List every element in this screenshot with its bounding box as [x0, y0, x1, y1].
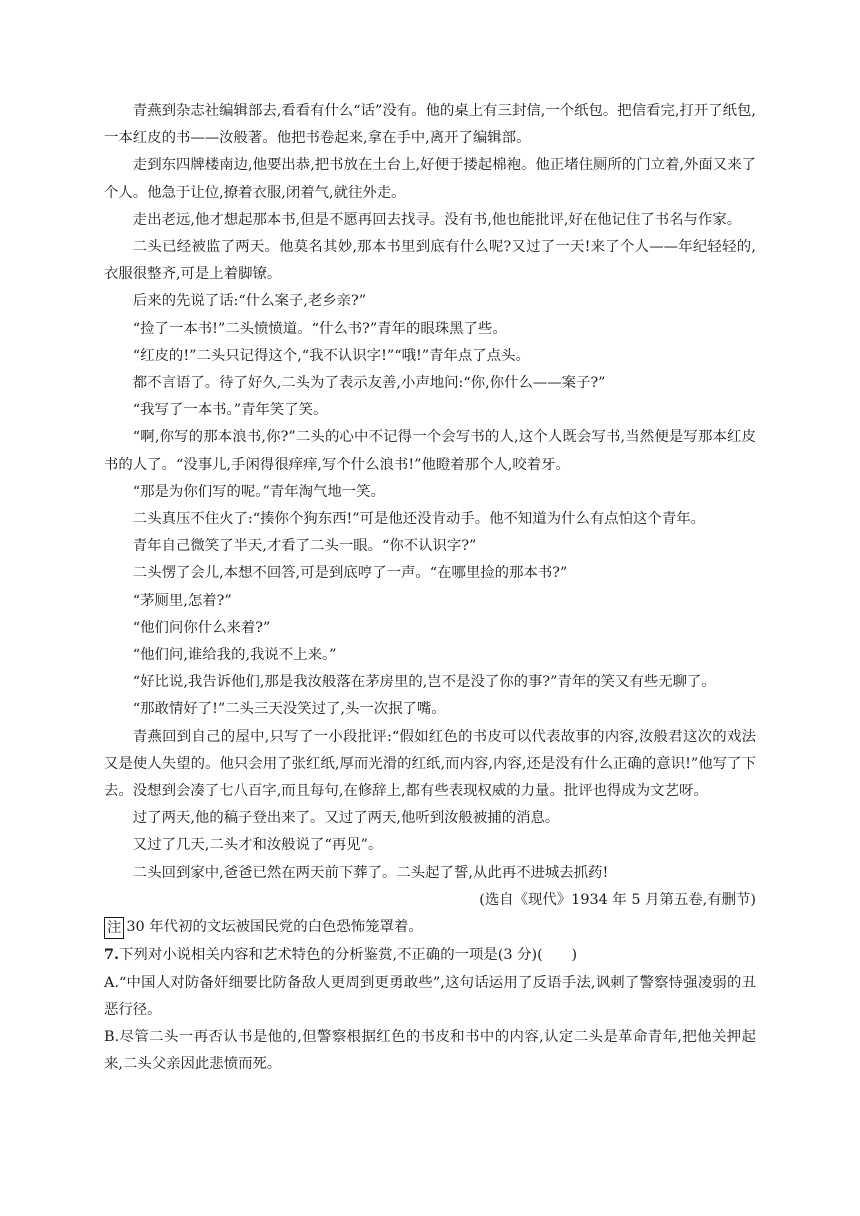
- paragraph: 二头愣了会儿,本想不回答,可是到底哼了一声。“在哪里捡的那本书?”: [132, 565, 568, 582]
- paragraph: “好比说,我告诉他们,那是我汝般落在茅房里的,岂不是没了你的事?”青年的笑又有些无聊了。: [132, 674, 716, 691]
- note-text: 30 年代初的文坛被国民党的白色恐怖笼罩着。: [126, 919, 423, 936]
- paragraph: 走出老远,他才想起那本书,但是不愿再回去找寻。没有书,他也能批评,好在他记住了书名与作家。: [132, 211, 742, 228]
- paragraph: 二头已经被监了两天。他莫名其妙,那本书里到底有什么呢?又过了一天!来了个人——年纪轻轻的,衣服很整齐,可是上着脚镣。: [104, 239, 756, 283]
- paragraph: “我写了一本书。”青年笑了笑。: [132, 402, 328, 419]
- article-body: [104, 98, 756, 1078]
- question-stem: [104, 941, 756, 969]
- paragraph: 青燕回到自己的屋中,只写了一小段批评:“假如红色的书皮可以代表故事的内容,汝般君这次的戏法又是使人失望的。他只会用了张红纸,厚而光滑的红纸,而内容,内容,还是没有什么正确的意识!”他写了下去。没想到会凑了七八百字,而且每句,在修辞上,都有些表现权威的力量。批评也得成为文艺呀。: [104, 728, 756, 800]
- paragraph: “那是为你们写的呢。”青年淘气地一笑。: [132, 483, 385, 500]
- paragraph: 二头回到家中,爸爸已然在两天前下葬了。二头起了誓,从此再不进城去抓药!: [132, 864, 609, 881]
- paragraph: “那敢情好了!”二头三天没笑过了,头一次抿了嘴。: [132, 701, 446, 718]
- paragraph: “捡了一本书!”二头愤愤道。“什么书?”青年的眼珠黑了些。: [132, 320, 507, 337]
- paragraph: 后来的先说了话:“什么案子,老乡亲?”: [132, 293, 367, 310]
- paragraph: 二头真压不住火了:“揍你个狗东西!”可是他还没肯动手。他不知道为什么有点怕这个青年。: [132, 511, 705, 528]
- paragraph: 走到东四牌楼南边,他要出恭,把书放在土台上,好便于搂起棉袍。他正堵住厕所的门立着,外面又来了个人。他急于让位,撩着衣服,闭着气,就往外走。: [104, 157, 756, 201]
- question-text: 下列对小说相关内容和艺术特色的分析鉴赏,不正确的一项是(3 分)( ): [119, 947, 578, 964]
- paragraph: “他们问你什么来着?”: [132, 619, 271, 636]
- paragraph: 青燕到杂志社编辑部去,看看有什么“话”没有。他的桌上有三封信,一个纸包。把信看完,打开了纸包,一本红皮的书——汝般著。他把书卷起来,拿在手中,离开了编辑部。: [104, 103, 756, 147]
- paragraph: 过了两天,他的稿子登出来了。又过了两天,他听到汝般被捕的消息。: [132, 810, 560, 827]
- source-citation: (选自《现代》1934 年 5 月第五卷,有删节): [479, 891, 756, 908]
- option-b: B.尽管二头一再否认书是他的,但警察根据红色的书皮和书中的内容,认定二头是革命青年,把他关押起来,二头父亲因此悲愤而死。: [104, 1028, 756, 1073]
- paragraph: “茅厕里,怎着?”: [132, 592, 232, 609]
- question-number: 7.: [104, 946, 120, 964]
- paragraph: 都不言语了。待了好久,二头为了表示友善,小声地问:“你,你什么——案子?”: [132, 375, 606, 392]
- paragraph: “红皮的!”二头只记得这个,“我不认识字!”“哦!”青年点了点头。: [132, 347, 530, 364]
- note-mark: 注: [104, 917, 124, 939]
- footnote: [104, 914, 756, 941]
- paragraph: “他们问,谁给我的,我说不上来。”: [132, 647, 337, 664]
- option-a: A.“中国人对防备奸细要比防备敌人更周到更勇敢些”,这句话运用了反语手法,讽刺了警察恃强凌弱的丑恶行径。: [104, 974, 756, 1018]
- paragraph: “啊,你写的那本浪书,你?”二头的心中不记得一个会写书的人,这个人既会写书,当然便是写那本红皮书的人了。“没事儿,手闲得很痒痒,写个什么浪书!”他瞪着那个人,咬着牙。: [104, 429, 756, 473]
- paragraph: 青年自己微笑了半天,才看了二头一眼。“你不认识字?”: [132, 538, 477, 555]
- paragraph: 又过了几天,二头才和汝般说了“再见”。: [132, 837, 383, 854]
